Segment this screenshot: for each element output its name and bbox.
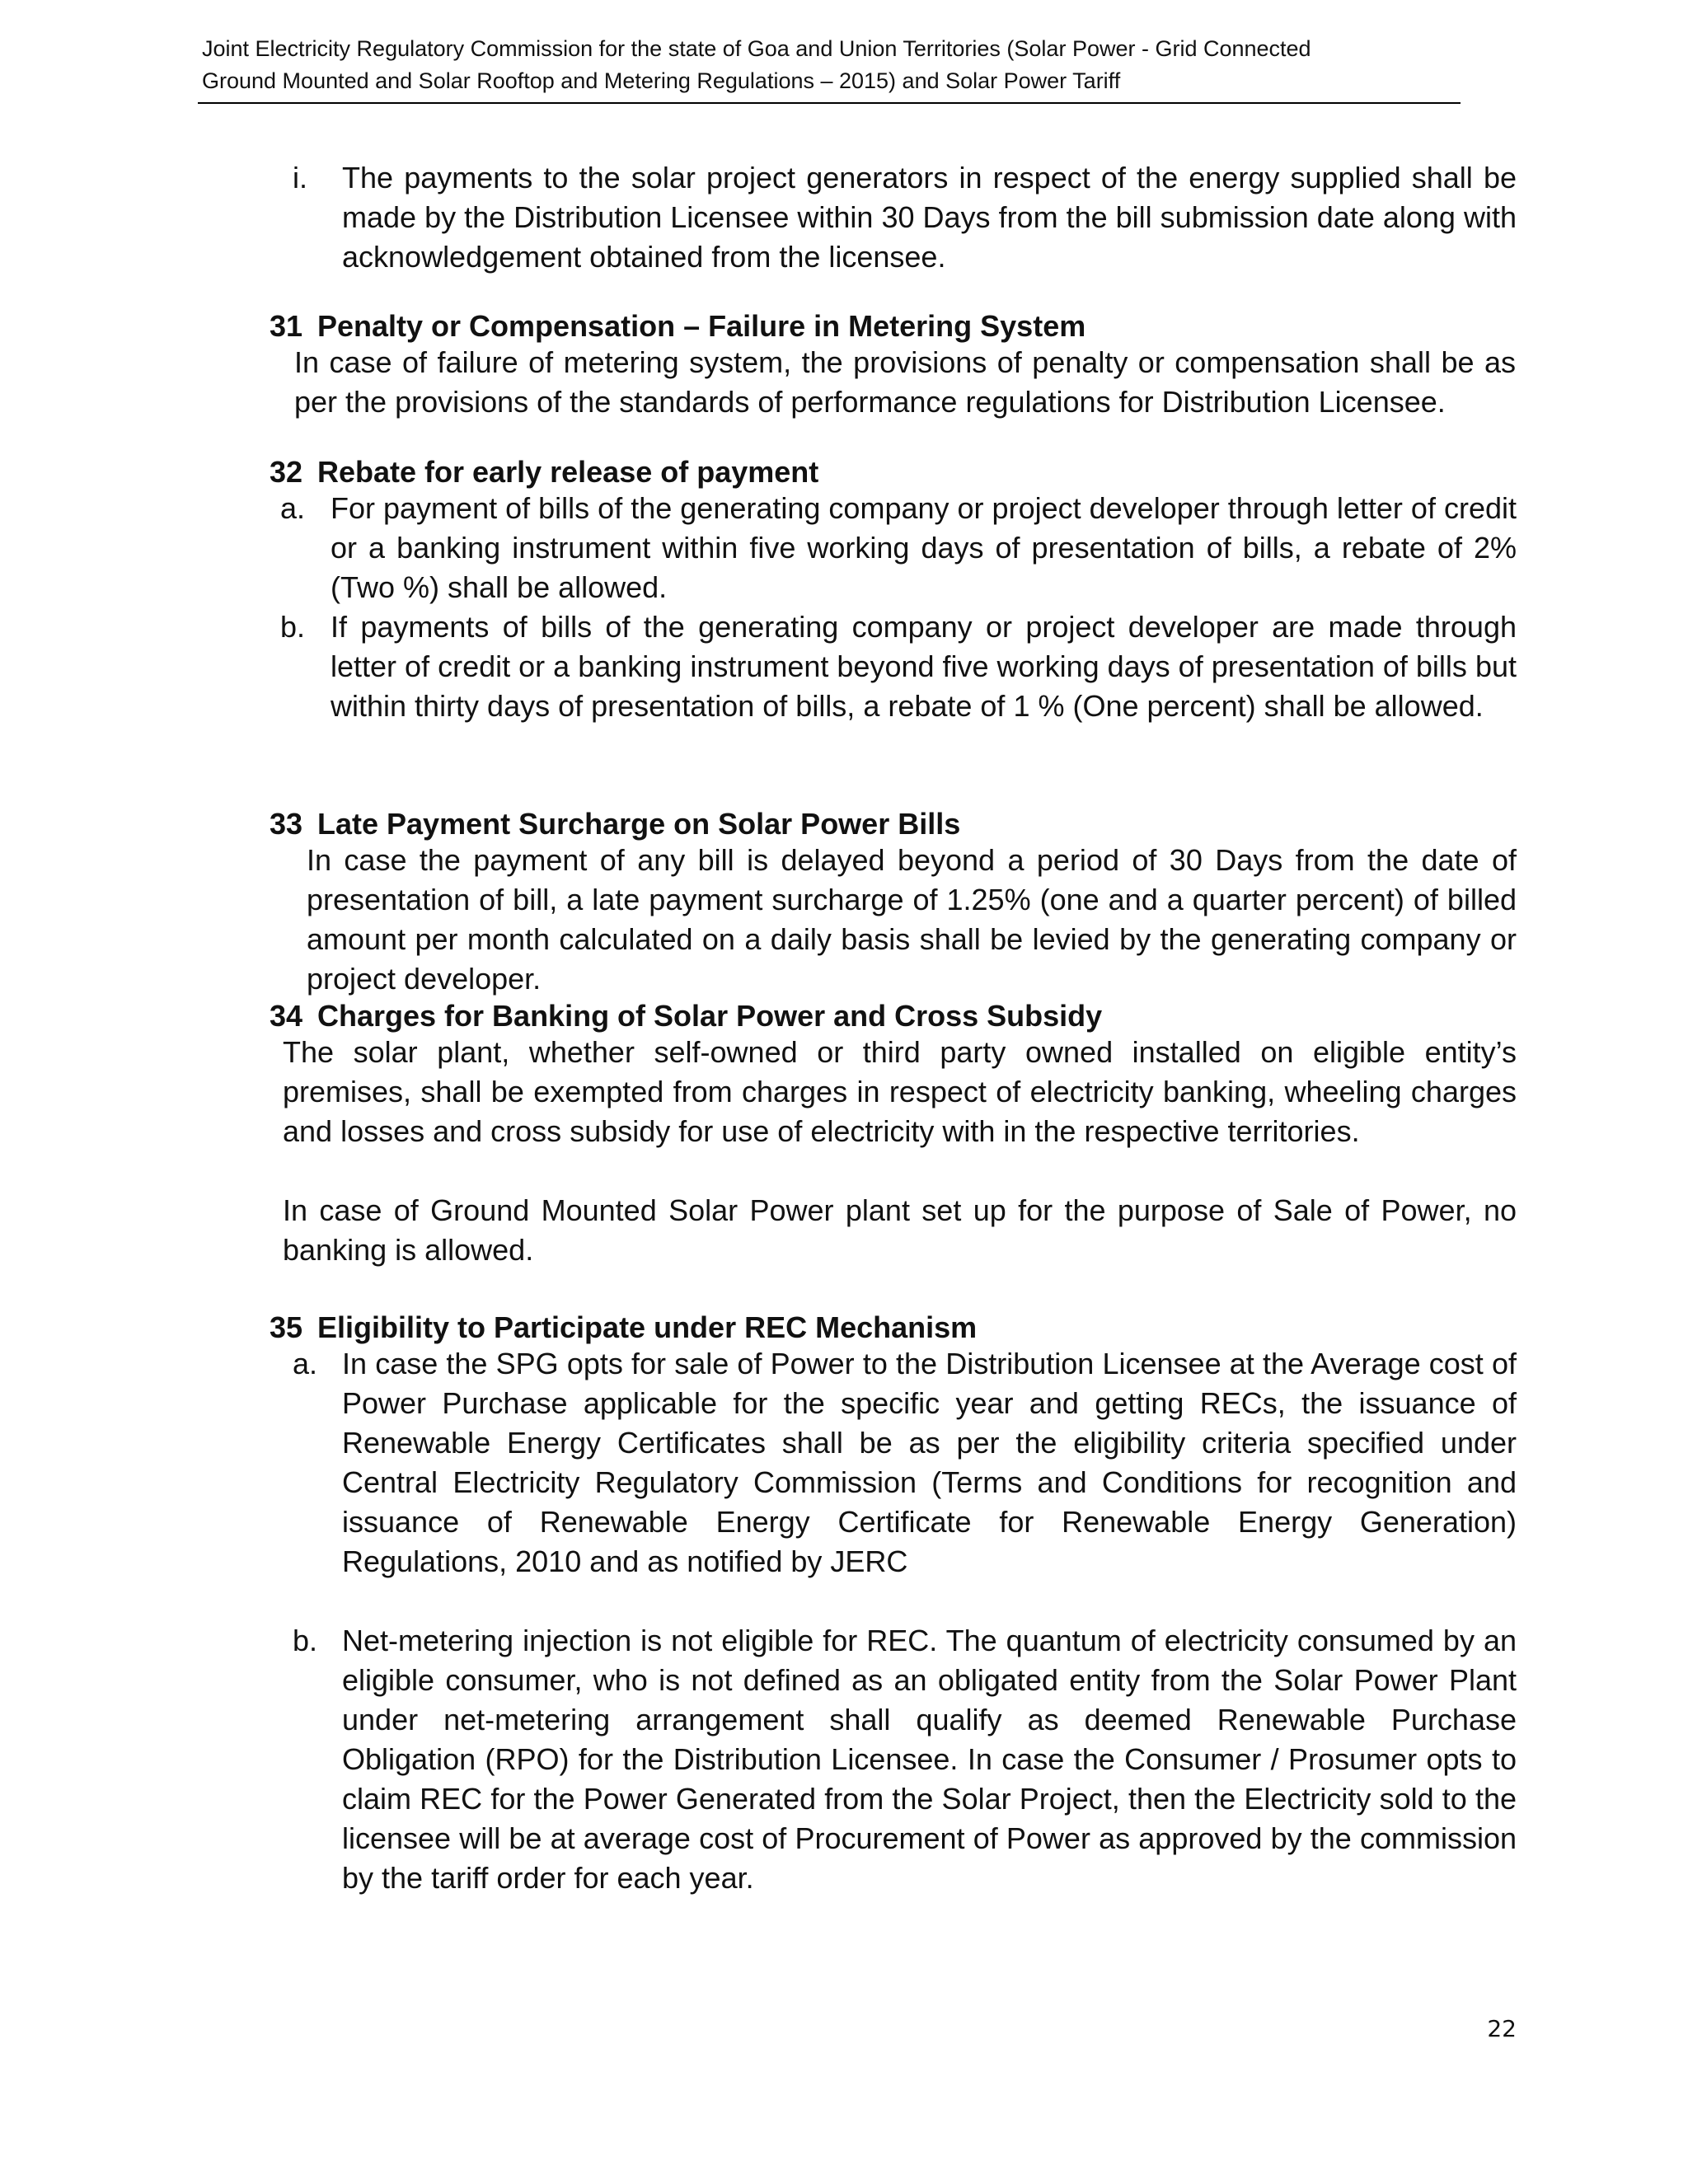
section-number: 33 [270,807,303,841]
section-number: 34 [270,999,303,1033]
list-marker: a. [280,491,306,525]
section-35-item-a [293,1344,1517,1582]
list-item-text: If payments of bills of the generating company or project developer are made through letter of credit or a banking instrument beyond five working days of presentation of bills but within thirty days of presentation of bills, a rebate of 1 % (One percent) shall be allowed. [331,610,1517,723]
section-32-heading [270,454,818,490]
section-title: Penalty or Compensation – Failure in Metering System [317,309,1086,343]
section-32-item-a [280,489,1517,607]
list-marker: b. [293,1624,318,1657]
section-35-heading [270,1310,977,1346]
list-marker: i. [293,161,307,194]
header-divider [198,102,1461,104]
section-33-heading [270,806,960,842]
list-item-i [293,158,1517,277]
section-title: Charges for Banking of Solar Power and Cross Subsidy [317,999,1103,1033]
section-34-paragraph-1: The solar plant, whether self-owned or third party owned installed on eligible entity’s premises, shall be exempted from charges in respect of electricity banking, wheeling charges and losses and cross subsidy for use of electricity with in the respective territories. [283,1035,1517,1148]
section-title: Rebate for early release of payment [317,455,819,489]
section-34-heading [270,998,1102,1034]
list-item-text: The payments to the solar project generators in respect of the energy supplied shall be made by the Distribution Licensee within 30 Days from the bill submission date along with acknowledgement obtained from the licensee. [342,161,1517,274]
section-title: Late Payment Surcharge on Solar Power Bills [317,807,961,841]
running-header [202,33,1459,97]
page-number: 22 [1487,2015,1517,2042]
section-33-paragraph: In case the payment of any bill is delayed beyond a period of 30 Days from the date of presentation of bill, a late payment surcharge of 1.25% (one and a quarter percent) of billed amount per month calculated on a daily basis shall be levied by the generating company or project developer. [307,843,1517,996]
section-31-heading [270,308,1085,344]
section-number: 31 [270,309,303,343]
section-35-item-b [293,1621,1517,1898]
list-marker: a. [293,1347,318,1380]
list-marker: b. [280,610,306,644]
section-number: 32 [270,455,303,489]
header-line-1: Joint Electricity Regulatory Commission for the state of Goa and Union Territories (Solar Power - Grid Connected [202,36,1311,61]
section-32-item-b [280,607,1517,766]
section-number: 35 [270,1310,303,1344]
header-line-2: Ground Mounted and Solar Rooftop and Metering Regulations – 2015) and Solar Power Tariff [202,68,1121,93]
section-title: Eligibility to Participate under REC Mechanism [317,1310,978,1344]
list-item-text: For payment of bills of the generating company or project developer through letter of credit or a banking instrument within five working days of presentation of bills, a rebate of 2% (Two %) shall be allowed. [331,491,1517,604]
section-31-paragraph: In case of failure of metering system, the provisions of penalty or compensation shall be as per the provisions of the standards of performance regulations for Distribution Licensee. [294,345,1516,419]
list-item-text: Net-metering injection is not eligible for REC. The quantum of electricity consumed by an eligible consumer, who is not defined as an obligated entity from the Solar Power Plant under net-metering arrangement shall qualify as deemed Renewable Purchase Obligation (RPO) for the Distribution Licensee. In case the Consumer / Prosumer opts to claim REC for the Power Generated from the Solar Project, then the Electricity sold to the licensee will be at average cost of Procurement of Power as approved by the commission by the tariff order for each year. [342,1624,1517,1895]
section-34-paragraph-2: In case of Ground Mounted Solar Power plant set up for the purpose of Sale of Power, no banking is allowed. [283,1193,1517,1267]
list-item-text: In case the SPG opts for sale of Power to the Distribution Licensee at the Average cost of Power Purchase applicable for the specific year and getting RECs, the issuance of Renewable Energy Certificates shall be as per the eligibility criteria specified under Central Electricity Regulatory Commission (Terms and Conditions for recognition and issuance of Renewable Energy Certificate for Renewable Energy Generation) Regulations, 2010 and as notified by JERC [342,1347,1517,1578]
